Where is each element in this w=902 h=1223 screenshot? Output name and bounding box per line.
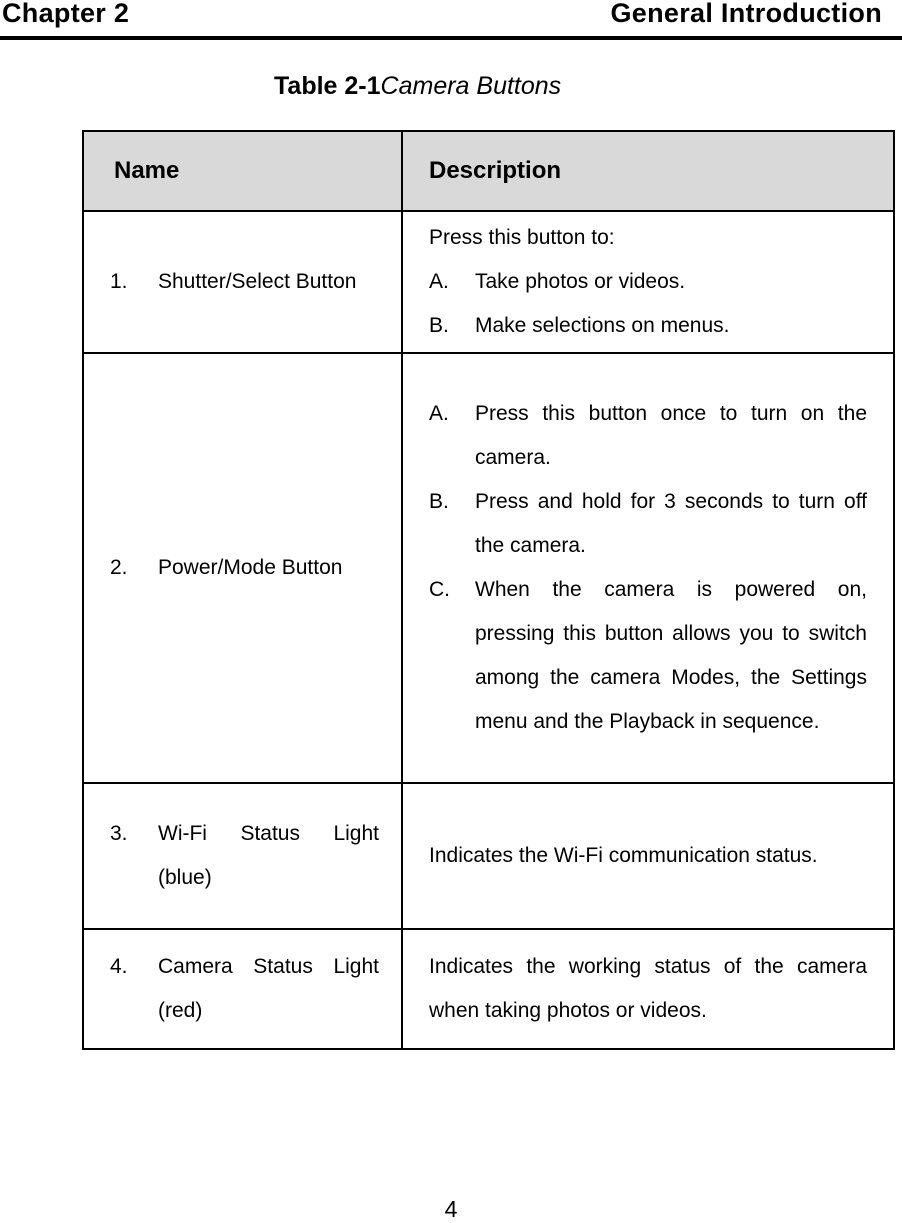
description-text: Indicates the working status of the camera when taking photos or videos. bbox=[429, 955, 867, 1022]
list-item: B. Press and hold for 3 seconds to turn off the camera. bbox=[429, 490, 867, 557]
item-name: Shutter/Select Button bbox=[158, 270, 357, 293]
camera-buttons-table bbox=[82, 130, 895, 1050]
item-name: Wi-Fi Status Light (blue) bbox=[158, 822, 379, 889]
column-header-description: Description bbox=[402, 131, 894, 211]
item-number: 2. bbox=[110, 556, 128, 579]
description-cell bbox=[402, 929, 894, 1049]
item-number: 3. bbox=[110, 822, 128, 845]
header-rule bbox=[0, 36, 902, 40]
item-name: Camera Status Light (red) bbox=[158, 955, 379, 1022]
name-cell bbox=[83, 211, 402, 353]
chapter-label: Chapter 2 bbox=[2, 0, 130, 28]
list-item: B. Make selections on menus. bbox=[429, 314, 730, 337]
list-item: C. When the camera is powered on, pressing this button allows you to switch among the camera Modes, the Settings menu and the Playback in sequence. bbox=[429, 578, 867, 733]
item-number: 4. bbox=[110, 955, 128, 978]
item-name: Power/Mode Button bbox=[158, 556, 343, 579]
item-number: 1. bbox=[110, 270, 128, 293]
table-caption bbox=[274, 72, 561, 101]
table-caption-title: Camera Buttons bbox=[380, 72, 562, 100]
description-cell bbox=[402, 211, 894, 353]
list-item: A. Take photos or videos. bbox=[429, 270, 686, 293]
table-row bbox=[83, 211, 894, 353]
description-text: Indicates the Wi-Fi communication status. bbox=[429, 844, 818, 867]
name-cell bbox=[83, 929, 402, 1049]
description-cell bbox=[402, 353, 894, 783]
page-number: 4 bbox=[444, 1196, 458, 1222]
description-cell bbox=[402, 783, 894, 929]
name-cell bbox=[83, 783, 402, 929]
section-title: General Introduction bbox=[610, 0, 882, 28]
description-intro: Press this button to: bbox=[429, 226, 615, 249]
table-row bbox=[83, 783, 894, 929]
table-row bbox=[83, 353, 894, 783]
list-item: A. Press this button once to turn on the camera. bbox=[429, 402, 867, 469]
table-row bbox=[83, 929, 894, 1049]
table-header-row bbox=[83, 131, 894, 211]
column-header-name: Name bbox=[83, 131, 402, 211]
table-caption-label: Table 2-1 bbox=[274, 72, 381, 100]
name-cell bbox=[83, 353, 402, 783]
